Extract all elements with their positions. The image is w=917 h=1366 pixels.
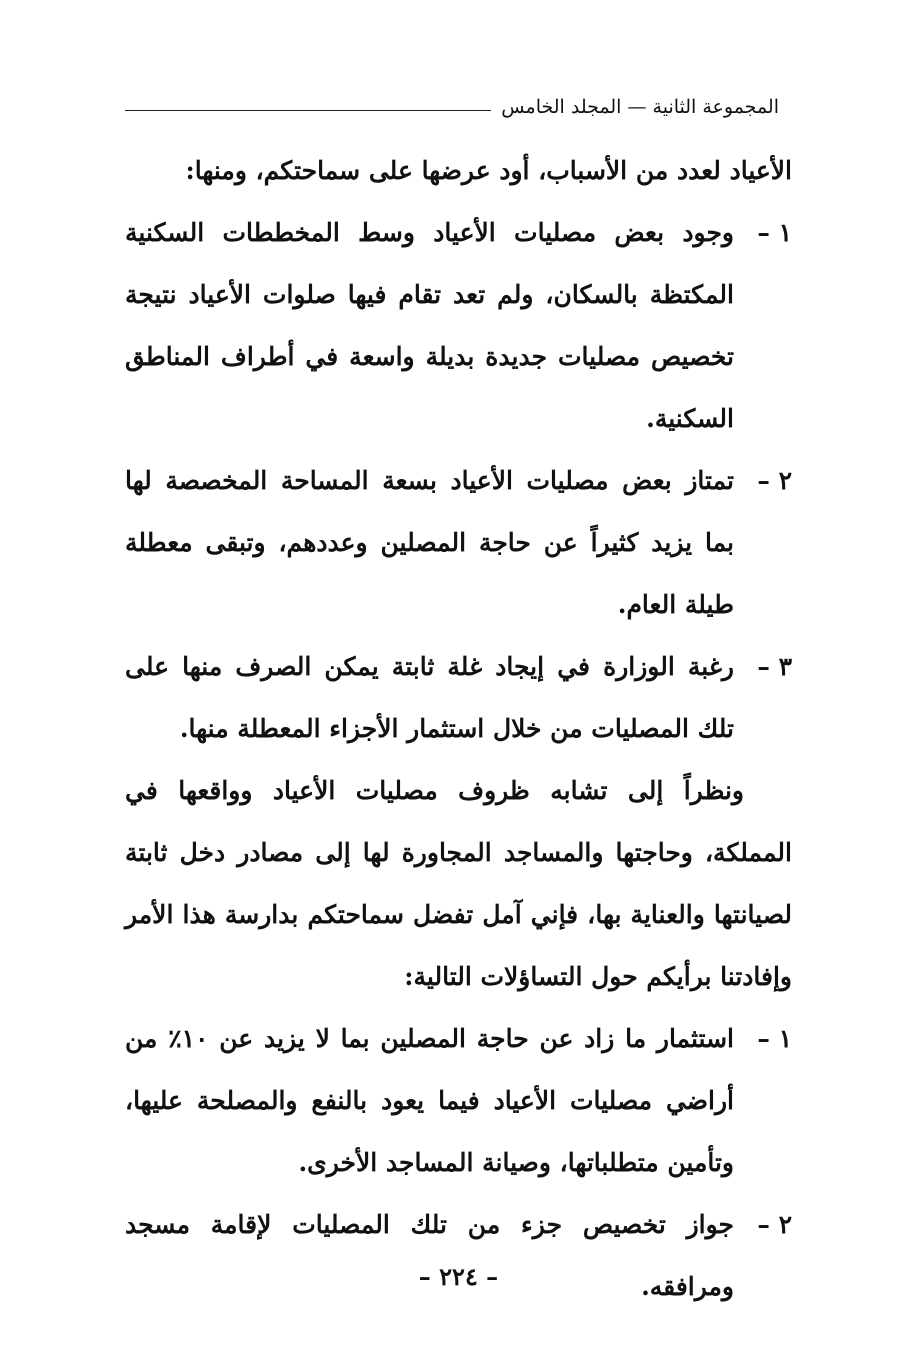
list-item-text: تمتاز بعض مصليات الأعياد بسعة المساحة المخصصة لها بما يزيد كثيراً عن حاجة المصلين وعددهم، وتبقى معطلة طيلة العام. — [125, 466, 734, 619]
list-item-text: رغبة الوزارة في إيجاد غلة ثابتة يمكن الصرف منها على تلك المصليات من خلال استثمار الأجزاء المعطلة منها. — [125, 652, 734, 743]
list-item-text: وجود بعض مصليات الأعياد وسط المخططات السكنية المكتظة بالسكان، ولم تعد تقام فيها صلوات الأعياد نتيجة تخصيص مصليات جديدة بديلة واسعة في أطراف المناطق السكنية. — [125, 218, 734, 433]
list-item — [125, 1008, 792, 1194]
middle-paragraph: ونظراً إلى تشابه ظروف مصليات الأعياد وواقعها في المملكة، وحاجتها والمساجد المجاورة لها إلى مصادر دخل ثابتة لصيانتها والعناية بها، فإني آمل تفضل سماحتكم بدارسة هذا الأمر وإفادتنا برأيكم حول التساؤلات التالية: — [125, 776, 792, 991]
list-item — [125, 1194, 792, 1318]
list-item-number: ٢ – — [757, 1210, 792, 1239]
list-item — [125, 636, 792, 760]
running-header — [125, 92, 779, 122]
list-item-number: ٣ – — [757, 652, 792, 681]
header-rule — [125, 110, 491, 111]
list-item — [125, 450, 792, 636]
page-body — [125, 140, 792, 1318]
list-item-number: ١ – — [757, 1024, 792, 1053]
list-item-text: استثمار ما زاد عن حاجة المصلين بما لا يزيد عن ١٠٪ من أراضي مصليات الأعياد فيما يعود بالنفع والمصلحة عليها، وتأمين متطلباتها، وصيانة المساجد الأخرى. — [125, 1024, 734, 1177]
list-item-number: ١ – — [757, 218, 792, 247]
running-title: المجموعة الثانية — المجلد الخامس — [501, 96, 779, 118]
intro-paragraph: الأعياد لعدد من الأسباب، أود عرضها على سماحتكم، ومنها: — [185, 156, 792, 185]
list-item-number: ٢ – — [757, 466, 792, 495]
list-item — [125, 202, 792, 450]
list-item-text: جواز تخصيص جزء من تلك المصليات لإقامة مسجد ومرافقه. — [125, 1210, 734, 1301]
page-number: – ٢٢٤ – — [418, 1262, 499, 1291]
